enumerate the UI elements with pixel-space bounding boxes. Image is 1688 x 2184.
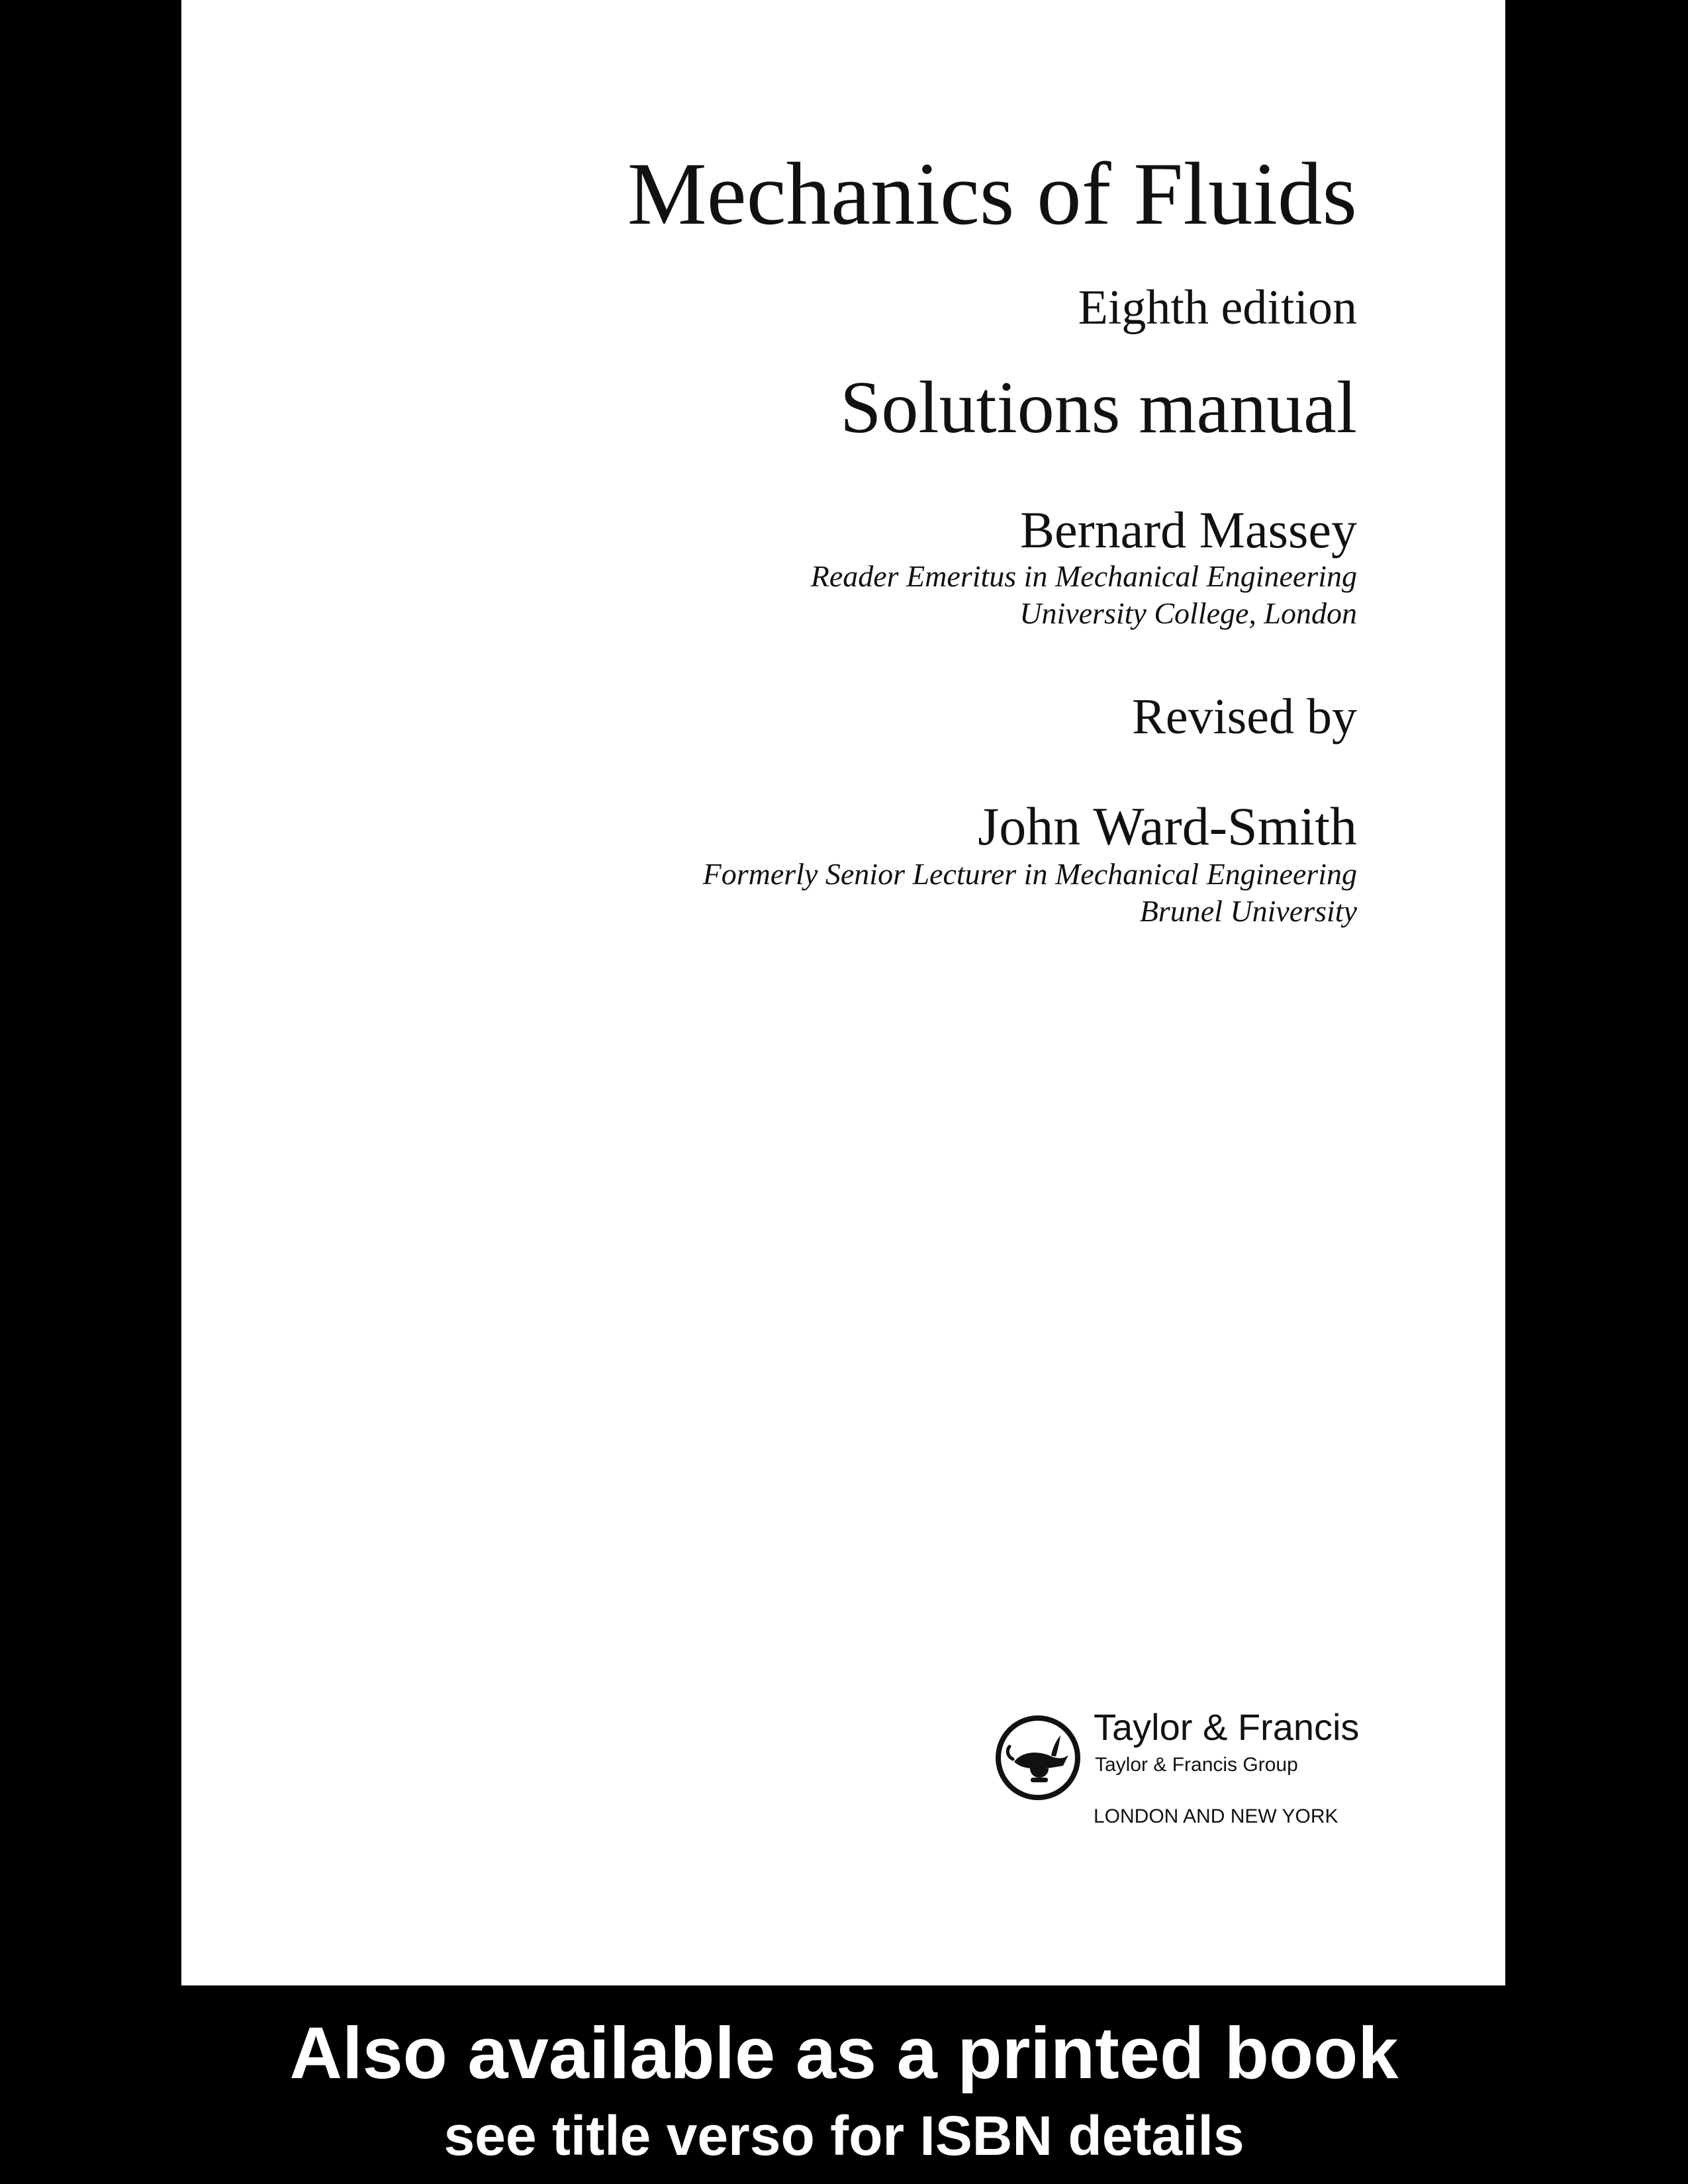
book-edition: Eighth edition [1078,281,1357,335]
reviser-affiliation-line-2: Brunel University [1139,894,1357,928]
author-affiliation-line-2: University College, London [1019,596,1357,630]
reviser-affiliation-line-1: Formerly Senior Lecturer in Mechanical Engineering [702,857,1357,891]
oil-lamp-logo-icon [994,1714,1082,1801]
author-name: Bernard Massey [1019,501,1357,559]
revised-by-label: Revised by [1132,689,1357,745]
isbn-details-notice: see title verso for ISBN details [444,2105,1244,2167]
publisher-group: Taylor & Francis Group [1095,1754,1298,1776]
book-title: Mechanics of Fluids [627,145,1357,244]
reviser-name: John Ward-Smith [978,796,1357,856]
title-page [181,0,1505,1985]
publisher-imprint [994,1706,1365,1827]
author-affiliation-line-1: Reader Emeritus in Mechanical Engineering [810,559,1357,593]
publisher-name: Taylor & Francis [1094,1706,1360,1748]
book-subtitle: Solutions manual [840,367,1357,449]
printed-book-notice: Also available as a printed book [289,2013,1399,2094]
publisher-cities: LONDON AND NEW YORK [1094,1805,1338,1827]
